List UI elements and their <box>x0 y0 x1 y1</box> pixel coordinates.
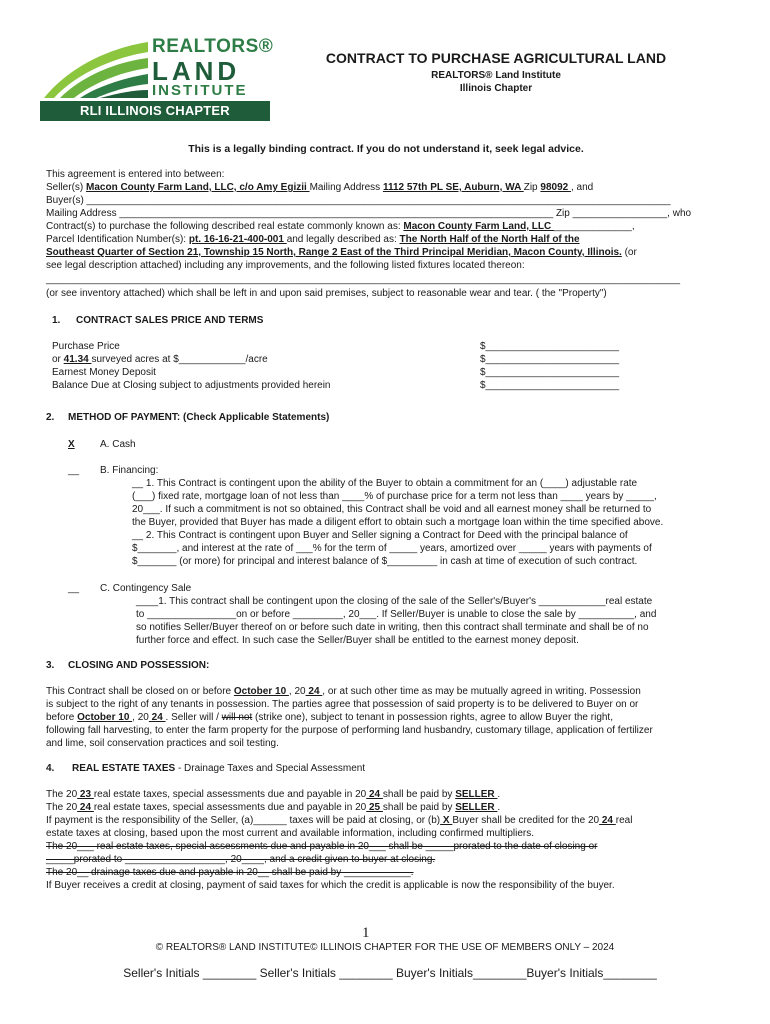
buyer-address-line[interactable]: Mailing Address ______________________________________________________________________________ Zip _________________, who <box>46 208 692 219</box>
financing-clause-3: 20___. If such a commitment is not so obtained, this Contract shall be void and all earnest money shall be returned to <box>132 504 652 515</box>
closing-date-field[interactable]: October 10 <box>233 686 289 697</box>
credit-year-field[interactable]: 24 <box>599 815 616 826</box>
seller-line: Seller(s) Macon County Farm Land, LLC, c/o Amy Egizii Mailing Address 1112 57th PL SE, Auburn, WA Zip 98092 , and <box>46 182 594 193</box>
tax-line-2: The 20 24 real estate taxes, special assessments due and payable in 20 25 shall be paid by SELLER . <box>46 802 501 813</box>
initials-line[interactable]: Seller's Initials ________ Seller's Initials ________ Buyer's Initials________Buyer's Initials________ <box>123 966 657 980</box>
financing-clause-5: __ 2. This Contract is contingent upon Buyer and Seller signing a Contract for Deed with the principal balance of <box>132 530 628 541</box>
fixtures-intro-line: see legal description attached) including any improvements, and the following listed fixtures located thereon: <box>46 260 525 271</box>
purchase-price-label: Purchase Price <box>52 341 120 352</box>
tax-year-2-field[interactable]: 24 <box>77 802 94 813</box>
financing-clause-4: the Buyer, provided that Buyer has made a diligent effort to obtain such a mortgage loan within the time specified above. <box>132 517 664 528</box>
cash-checkbox[interactable]: X <box>68 439 75 450</box>
closing-line-1: This Contract shall be closed on or before October 10 , 20 24 , or at such other time as may be mutually agreed in writing. Possession <box>46 686 641 697</box>
seller-zip-field[interactable]: 98092 <box>540 182 571 193</box>
contingency-label: C. Contingency Sale <box>100 583 192 594</box>
financing-clause-1: __ 1. This Contract is contingent upon the ability of the Buyer to obtain a commitment for an (____) adjustable rate <box>132 478 638 489</box>
financing-clause-7: $_______ (or more) for principal and interest balance of $_________ in cash at time of execution of such contract. <box>132 556 638 567</box>
intro-line-1: This agreement is entered into between: <box>46 169 225 180</box>
payer-1-field[interactable]: SELLER <box>455 789 498 800</box>
section-1-title: CONTRACT SALES PRICE AND TERMS <box>76 315 264 326</box>
possession-year-field[interactable]: 24 <box>148 712 166 723</box>
logo-institute-text: INSTITUTE <box>152 82 248 99</box>
seller-name-field[interactable]: Macon County Farm Land, LLC, c/o Amy Egizii <box>86 182 310 193</box>
document-chapter: Illinois Chapter <box>459 83 533 94</box>
document-org: REALTORS® Land Institute <box>431 70 561 81</box>
acreage-amount[interactable]: $________________________ <box>480 354 620 365</box>
seller-address-field[interactable]: 1112 57th PL SE, Auburn, WA <box>382 182 524 193</box>
section-4-number: 4. <box>46 763 55 774</box>
tax-line-8: If Buyer receives a credit at closing, payment of said taxes for which the credit is applicable is now the responsibility of the buyer. <box>46 880 615 891</box>
field-stripes-icon <box>40 36 150 102</box>
will-not-struck[interactable]: will not <box>221 712 253 723</box>
buyer-line[interactable]: Buyer(s) _________________________________________________________________________________________________________ <box>46 195 671 206</box>
financing-checkbox[interactable]: __ <box>68 465 80 476</box>
acres-field[interactable]: 41.34 <box>63 354 92 365</box>
tax-year-1-field[interactable]: 23 <box>77 789 94 800</box>
section-4-subtitle: - Drainage Taxes and Special Assessment <box>175 763 366 774</box>
earnest-money-amount[interactable]: $________________________ <box>480 367 620 378</box>
tax-line-5-struck: The 20___ real estate taxes, special assessments due and payable in 20___ shall be _____prorated to the date of closing or <box>46 841 598 852</box>
contingency-checkbox[interactable]: __ <box>68 583 80 594</box>
section-2-number: 2. <box>46 412 55 423</box>
page-number: 1 <box>362 925 370 941</box>
possession-date-field[interactable]: October 10 <box>77 712 133 723</box>
financing-clause-2: (___) fixed rate, mortgage loan of not less than ____% of purchase price for a term not less than ____ years by _____, <box>132 491 657 502</box>
financing-label: B. Financing: <box>100 465 159 476</box>
cash-label: A. Cash <box>100 439 136 450</box>
logo-chapter-band: RLI ILLINOIS CHAPTER <box>40 101 270 121</box>
closing-line-3: before October 10 , 20 24 . Seller will / will not (strike one), subject to tenant in possession rights, agree to allow Buyer the right, <box>46 712 613 723</box>
legal-description-field-1[interactable]: The North Half of the North Half of the <box>399 234 580 245</box>
buyer-credit-checkbox[interactable]: X <box>440 815 453 826</box>
section-2-title: METHOD OF PAYMENT: (Check Applicable Statements) <box>68 412 330 423</box>
legal-warning: This is a legally binding contract. If you do not understand it, seek legal advice. <box>188 143 584 155</box>
legal-description-line: Southeast Quarter of Section 21, Township 15 North, Range 2 East of the Third Principal Meridian, Macon County, Illinois. (or <box>46 247 637 258</box>
tax-line-1: The 20 23 real estate taxes, special assessments due and payable in 20 24 shall be paid by SELLER . <box>46 789 501 800</box>
purchase-price-amount[interactable]: $________________________ <box>480 341 620 352</box>
financing-clause-6: $_______, and interest at the rate of ___% for the term of _____ years, amortized over _____ years with payments of <box>132 543 652 554</box>
section-4-heading <box>72 762 365 775</box>
payable-year-1-field[interactable]: 24 <box>366 789 383 800</box>
tax-line-3: If payment is the responsibility of the Seller, (a)______ taxes will be paid at closing, or (b) X Buyer shall be credited for the 20 24 real <box>46 815 633 826</box>
contingency-clause-2: to ________________on or before _________, 20___. If Seller/Buyer is unable to close the sale by __________, and <box>136 609 657 620</box>
logo-land-text: LAND <box>152 56 241 86</box>
earnest-money-label: Earnest Money Deposit <box>52 367 156 378</box>
known-as-line: Contract(s) to purchase the following described real estate commonly known as: Macon County Farm Land, LLC ______________, <box>46 221 635 232</box>
inventory-line: (or see inventory attached) which shall be left in and upon said premises, subject to reasonable wear and tear. ( the "Property") <box>46 288 607 299</box>
tax-line-4: estate taxes at closing, based upon the most current and available information, including confirmed multipliers. <box>46 828 535 839</box>
tax-line-7-struck: The 20__ drainage taxes due and payable in 20__ shall be paid by ____________. <box>46 867 414 878</box>
payable-year-2-field[interactable]: 25 <box>366 802 383 813</box>
known-as-field[interactable]: Macon County Farm Land, LLC <box>403 221 554 232</box>
section-4-title: REAL ESTATE TAXES <box>72 763 176 774</box>
payer-2-field[interactable]: SELLER <box>455 802 498 813</box>
closing-year-field[interactable]: 24 <box>305 686 323 697</box>
legal-description-field-2[interactable]: Southeast Quarter of Section 21, Township 15 North, Range 2 East of the Third Principal Meridian, Macon County, Illinois. <box>46 247 622 258</box>
document-title: CONTRACT TO PURCHASE AGRICULTURAL LAND <box>325 50 667 66</box>
closing-line-5: and lime, soil conservation practices and soil testing. <box>46 738 279 749</box>
pin-line: Parcel Identification Number(s): pt. 16-16-21-400-001 and legally described as: The North Half of the North Half of the <box>46 234 580 245</box>
logo-realtors-text: REALTORS® <box>152 36 274 57</box>
contingency-clause-4: further force and effect. In such case the Seller/Buyer shall be entitled to the earnest money deposit. <box>136 635 579 646</box>
section-1-number: 1. <box>52 315 61 326</box>
fixtures-field-line[interactable]: __________________________________________________________________________________________________________________ <box>46 274 681 285</box>
acreage-line: or 41.34 surveyed acres at $____________/acre <box>52 354 268 365</box>
closing-line-4: following fall harvesting, to enter the farm property for the purpose of performing land husbandry, customary tillage, application of fertilizer <box>46 725 653 736</box>
tax-line-6-struck: _____prorated to __________________, 20____, and a credit given to buyer at closing. <box>46 854 436 865</box>
contingency-clause-1: ____1. This contract shall be contingent upon the closing of the sale of the Seller's/Buyer's ____________real estate <box>136 596 653 607</box>
pin-field[interactable]: pt. 16-16-21-400-001 <box>188 234 287 245</box>
section-3-number: 3. <box>46 660 55 671</box>
closing-line-2: is subject to the right of any tenants in possession. The parties agree that possession of said property is to be delivered to Buyer on or <box>46 699 639 710</box>
balance-due-amount[interactable]: $________________________ <box>480 380 620 391</box>
section-3-title: CLOSING AND POSSESSION: <box>68 660 210 671</box>
balance-due-label: Balance Due at Closing subject to adjustments provided herein <box>52 380 331 391</box>
copyright-footer: © REALTORS® LAND INSTITUTE© ILLINOIS CHAPTER FOR THE USE OF MEMBERS ONLY – 2024 <box>155 942 615 953</box>
contingency-clause-3: so notifies Seller/Buyer thereof on or before such date in writing, then this contract shall terminate and shall be of no <box>136 622 649 633</box>
